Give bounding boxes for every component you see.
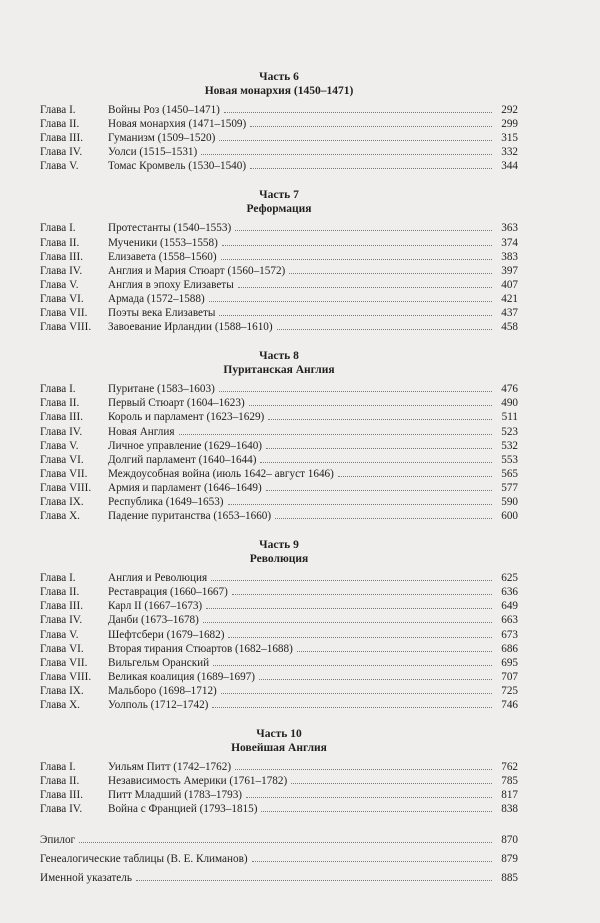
chapter-title: Падение пуританства (1653–1660) bbox=[108, 510, 272, 523]
page-number: 625 bbox=[501, 572, 518, 585]
page-number: 673 bbox=[501, 628, 518, 641]
section-gap bbox=[40, 712, 518, 727]
back-matter-title: Именной указатель bbox=[40, 872, 132, 885]
page-number: 490 bbox=[501, 397, 518, 410]
page-number: 374 bbox=[501, 236, 518, 249]
chapter-title: Первый Стюарт (1604–1623) bbox=[108, 397, 245, 410]
chapter-label: Глава I. bbox=[40, 383, 76, 396]
dot-leader bbox=[291, 783, 492, 784]
page-number: 707 bbox=[501, 670, 518, 683]
part-section bbox=[40, 727, 518, 755]
dot-leader bbox=[338, 476, 492, 477]
dot-leader bbox=[235, 230, 492, 231]
toc-entry bbox=[40, 684, 518, 698]
chapter-label: Глава III. bbox=[40, 411, 84, 424]
toc-entry bbox=[40, 802, 518, 816]
toc-entry bbox=[40, 117, 518, 131]
page-number: 746 bbox=[501, 699, 518, 711]
chapter-title: Армада (1572–1588) bbox=[108, 292, 205, 305]
chapter-title: Великая коалиция (1689–1697) bbox=[108, 670, 255, 683]
toc-entry bbox=[40, 320, 518, 334]
part-title: Революция bbox=[249, 553, 309, 566]
chapter-title: Уолполь (1712–1742) bbox=[108, 699, 209, 711]
dot-leader bbox=[268, 419, 492, 420]
dot-leader bbox=[266, 448, 492, 449]
page-number: 649 bbox=[501, 600, 518, 613]
dot-leader bbox=[297, 651, 492, 652]
chapter-title: Завоевание Ирландии (1588–1610) bbox=[108, 321, 273, 334]
dot-leader bbox=[179, 434, 492, 435]
dot-leader bbox=[250, 168, 492, 169]
chapter-label: Глава III. bbox=[40, 132, 84, 145]
chapter-label: Глава II. bbox=[40, 236, 80, 249]
page-number: 421 bbox=[501, 292, 518, 305]
part-section bbox=[40, 188, 518, 216]
page-number: 725 bbox=[501, 684, 518, 697]
section-gap bbox=[40, 523, 518, 538]
part-title: Новейшая Англия bbox=[231, 742, 327, 755]
chapter-title: Войны Роз (1450–1471) bbox=[108, 104, 220, 116]
chapter-label: Глава II. bbox=[40, 118, 80, 131]
back-matter-title: Генеалогические таблицы (В. Е. Климанов) bbox=[40, 853, 248, 866]
toc-entry bbox=[40, 850, 518, 869]
dot-leader bbox=[219, 315, 492, 316]
dot-leader bbox=[246, 797, 492, 798]
chapter-title: Король и парламент (1623–1629) bbox=[108, 411, 265, 424]
chapter-label: Глава V. bbox=[40, 628, 79, 641]
dot-leader bbox=[219, 391, 492, 392]
dot-leader bbox=[209, 301, 492, 302]
dot-leader bbox=[224, 112, 492, 113]
dot-leader bbox=[235, 769, 492, 770]
chapter-label: Глава VII. bbox=[40, 467, 88, 480]
part-section bbox=[40, 349, 518, 377]
chapter-label: Глава V. bbox=[40, 278, 79, 291]
chapter-title: Пуритане (1583–1603) bbox=[108, 383, 215, 396]
chapter-label: Глава II. bbox=[40, 397, 80, 410]
toc-entry bbox=[40, 869, 518, 888]
back-matter-title: Эпилог bbox=[40, 834, 76, 847]
page-number: 600 bbox=[501, 510, 518, 523]
dot-leader bbox=[221, 259, 492, 260]
table-of-contents bbox=[40, 70, 518, 888]
page-number: 292 bbox=[501, 104, 518, 116]
toc-entry bbox=[40, 774, 518, 788]
toc-entry bbox=[40, 439, 518, 453]
chapter-title: Личное управление (1629–1640) bbox=[108, 439, 263, 452]
page-number: 686 bbox=[501, 642, 518, 655]
part-number: Часть 6 bbox=[259, 71, 299, 83]
toc-entry bbox=[40, 467, 518, 481]
chapter-title: Шефтсбери (1679–1682) bbox=[108, 628, 225, 641]
dot-leader bbox=[212, 707, 492, 708]
chapter-label: Глава VII. bbox=[40, 656, 88, 669]
chapter-label: Глава III. bbox=[40, 789, 84, 802]
toc-entry bbox=[40, 571, 518, 585]
chapter-title: Англия и Мария Стюарт (1560–1572) bbox=[108, 264, 286, 277]
chapter-title: Уильям Питт (1742–1762) bbox=[108, 761, 232, 774]
page-number: 695 bbox=[501, 656, 518, 669]
page-number: 407 bbox=[501, 278, 518, 291]
dot-leader bbox=[260, 462, 492, 463]
page-number: 511 bbox=[501, 411, 518, 424]
toc-entry bbox=[40, 831, 518, 850]
toc-entry bbox=[40, 236, 518, 250]
chapter-title: Англия и Революция bbox=[108, 572, 208, 585]
part-number: Часть 9 bbox=[259, 539, 299, 552]
chapter-title: Елизавета (1558–1560) bbox=[108, 250, 217, 263]
chapter-label: Глава VII. bbox=[40, 307, 88, 320]
part-title: Реформация bbox=[246, 203, 312, 216]
chapter-title: Данби (1673–1678) bbox=[108, 614, 199, 627]
toc-entry bbox=[40, 760, 518, 774]
chapter-label: Глава VI. bbox=[40, 642, 84, 655]
dot-leader bbox=[203, 622, 492, 623]
toc-entry bbox=[40, 382, 518, 396]
toc-entry bbox=[40, 656, 518, 670]
page-number: 879 bbox=[501, 853, 518, 866]
toc-entry bbox=[40, 788, 518, 802]
toc-entry bbox=[40, 292, 518, 306]
page-number: 636 bbox=[501, 586, 518, 599]
part-number: Часть 10 bbox=[256, 728, 302, 741]
dot-leader bbox=[249, 405, 492, 406]
back-matter bbox=[40, 831, 518, 888]
toc-entry bbox=[40, 425, 518, 439]
toc-entry bbox=[40, 481, 518, 495]
chapter-label: Глава X. bbox=[40, 699, 80, 711]
chapter-title: Республика (1649–1653) bbox=[108, 495, 224, 508]
part-number: Часть 8 bbox=[259, 350, 299, 363]
dot-leader bbox=[211, 580, 492, 581]
chapter-title: Реставрация (1660–1667) bbox=[108, 586, 228, 599]
chapter-title: Гуманизм (1509–1520) bbox=[108, 132, 216, 145]
page-number: 785 bbox=[501, 775, 518, 788]
page-number: 565 bbox=[501, 467, 518, 480]
section-gap bbox=[40, 334, 518, 349]
chapter-label: Глава VI. bbox=[40, 292, 84, 305]
chapter-label: Глава III. bbox=[40, 600, 84, 613]
chapter-label: Глава IV. bbox=[40, 614, 83, 627]
section-gap bbox=[40, 173, 518, 188]
toc-entry bbox=[40, 599, 518, 613]
chapter-label: Глава VIII. bbox=[40, 481, 92, 494]
toc-entry bbox=[40, 453, 518, 467]
toc-entry bbox=[40, 131, 518, 145]
chapter-label: Глава IV. bbox=[40, 425, 83, 438]
toc-entry bbox=[40, 264, 518, 278]
chapter-label: Глава VIII. bbox=[40, 670, 92, 683]
page-number: 299 bbox=[501, 118, 518, 131]
chapter-title: Англия в эпоху Елизаветы bbox=[108, 278, 234, 291]
chapter-title: Вторая тирания Стюартов (1682–1688) bbox=[108, 642, 293, 655]
dot-leader bbox=[213, 665, 492, 666]
page-number: 870 bbox=[501, 834, 518, 847]
page-number: 315 bbox=[501, 132, 518, 145]
page-number: 838 bbox=[501, 803, 518, 816]
dot-leader bbox=[277, 329, 492, 330]
dot-leader bbox=[261, 811, 492, 812]
dot-leader bbox=[250, 126, 492, 127]
chapter-title: Поэты века Елизаветы bbox=[108, 307, 216, 320]
page-number: 590 bbox=[501, 495, 518, 508]
chapter-title: Питт Младший (1783–1793) bbox=[108, 789, 243, 802]
dot-leader bbox=[238, 287, 492, 288]
chapter-label: Глава VI. bbox=[40, 453, 84, 466]
page-number: 885 bbox=[501, 872, 518, 885]
page-number: 437 bbox=[501, 307, 518, 320]
chapter-label: Глава II. bbox=[40, 775, 80, 788]
toc-entry bbox=[40, 698, 518, 712]
chapter-title: Армия и парламент (1646–1649) bbox=[108, 481, 262, 494]
chapter-title: Мальборо (1698–1712) bbox=[108, 684, 217, 697]
toc-entry bbox=[40, 103, 518, 117]
chapter-label: Глава IV. bbox=[40, 803, 83, 816]
chapter-title: Война с Францией (1793–1815) bbox=[108, 803, 258, 816]
part-title: Пуританская Англия bbox=[223, 364, 335, 377]
dot-leader bbox=[221, 693, 492, 694]
page-number: 523 bbox=[501, 425, 518, 438]
page-number: 762 bbox=[501, 761, 518, 774]
section-gap bbox=[40, 816, 518, 831]
dot-leader bbox=[136, 880, 492, 881]
chapter-title: Независимость Америки (1761–1782) bbox=[108, 775, 288, 788]
page-number: 397 bbox=[501, 264, 518, 277]
toc-entry bbox=[40, 250, 518, 264]
chapter-label: Глава III. bbox=[40, 250, 84, 263]
chapter-label: Глава I. bbox=[40, 761, 76, 774]
toc-entry bbox=[40, 495, 518, 509]
chapter-label: Глава IV. bbox=[40, 146, 83, 159]
dot-leader bbox=[289, 273, 492, 274]
dot-leader bbox=[201, 154, 492, 155]
chapter-title: Долгий парламент (1640–1644) bbox=[108, 453, 257, 466]
page-number: 458 bbox=[501, 321, 518, 334]
part-title: Новая монархия (1450–1471) bbox=[204, 85, 354, 97]
chapter-title: Уолси (1515–1531) bbox=[108, 146, 198, 159]
toc-entry bbox=[40, 642, 518, 656]
page-number: 663 bbox=[501, 614, 518, 627]
page-number: 553 bbox=[501, 453, 518, 466]
chapter-label: Глава V. bbox=[40, 439, 79, 452]
chapter-title: Мученики (1553–1558) bbox=[108, 236, 218, 249]
page-number: 344 bbox=[501, 160, 518, 173]
part-section bbox=[40, 70, 518, 98]
page-number: 363 bbox=[501, 222, 518, 235]
chapter-label: Глава VIII. bbox=[40, 321, 92, 334]
dot-leader bbox=[222, 245, 492, 246]
page-number: 383 bbox=[501, 250, 518, 263]
toc-entry bbox=[40, 159, 518, 173]
chapter-label: Глава I. bbox=[40, 222, 76, 235]
dot-leader bbox=[228, 637, 492, 638]
dot-leader bbox=[275, 518, 492, 519]
chapter-label: Глава II. bbox=[40, 586, 80, 599]
toc-entry bbox=[40, 221, 518, 235]
toc-entry bbox=[40, 278, 518, 292]
page-number: 476 bbox=[501, 383, 518, 396]
chapter-title: Вильгельм Оранский bbox=[108, 656, 210, 669]
page-number: 817 bbox=[501, 789, 518, 802]
toc-entry bbox=[40, 410, 518, 424]
dot-leader bbox=[79, 842, 492, 843]
chapter-title: Междоусобная война (июль 1642– август 1646) bbox=[108, 467, 334, 480]
toc-entry bbox=[40, 628, 518, 642]
chapter-title: Томас Кромвель (1530–1540) bbox=[108, 160, 247, 173]
page-number: 332 bbox=[501, 146, 518, 159]
page-number: 532 bbox=[501, 439, 518, 452]
dot-leader bbox=[219, 140, 492, 141]
chapter-label: Глава IX. bbox=[40, 495, 84, 508]
dot-leader bbox=[252, 861, 492, 862]
chapter-title: Новая Англия bbox=[108, 425, 175, 438]
part-section bbox=[40, 538, 518, 566]
toc-entry bbox=[40, 396, 518, 410]
page-number: 577 bbox=[501, 481, 518, 494]
chapter-label: Глава V. bbox=[40, 160, 79, 173]
toc-entry bbox=[40, 670, 518, 684]
dot-leader bbox=[228, 504, 492, 505]
chapter-label: Глава IV. bbox=[40, 264, 83, 277]
chapter-label: Глава X. bbox=[40, 510, 80, 523]
chapter-label: Глава I. bbox=[40, 572, 76, 585]
dot-leader bbox=[259, 679, 492, 680]
dot-leader bbox=[266, 490, 492, 491]
chapter-label: Глава I. bbox=[40, 104, 76, 116]
toc-entry bbox=[40, 145, 518, 159]
toc-entry bbox=[40, 306, 518, 320]
chapter-title: Новая монархия (1471–1509) bbox=[108, 118, 247, 131]
part-number: Часть 7 bbox=[259, 189, 299, 202]
toc-entry bbox=[40, 613, 518, 627]
chapter-title: Карл II (1667–1673) bbox=[108, 600, 203, 613]
dot-leader bbox=[206, 608, 492, 609]
toc-entry bbox=[40, 509, 518, 523]
chapter-label: Глава IX. bbox=[40, 684, 84, 697]
toc-entry bbox=[40, 585, 518, 599]
chapter-title: Протестанты (1540–1553) bbox=[108, 222, 232, 235]
dot-leader bbox=[232, 594, 492, 595]
